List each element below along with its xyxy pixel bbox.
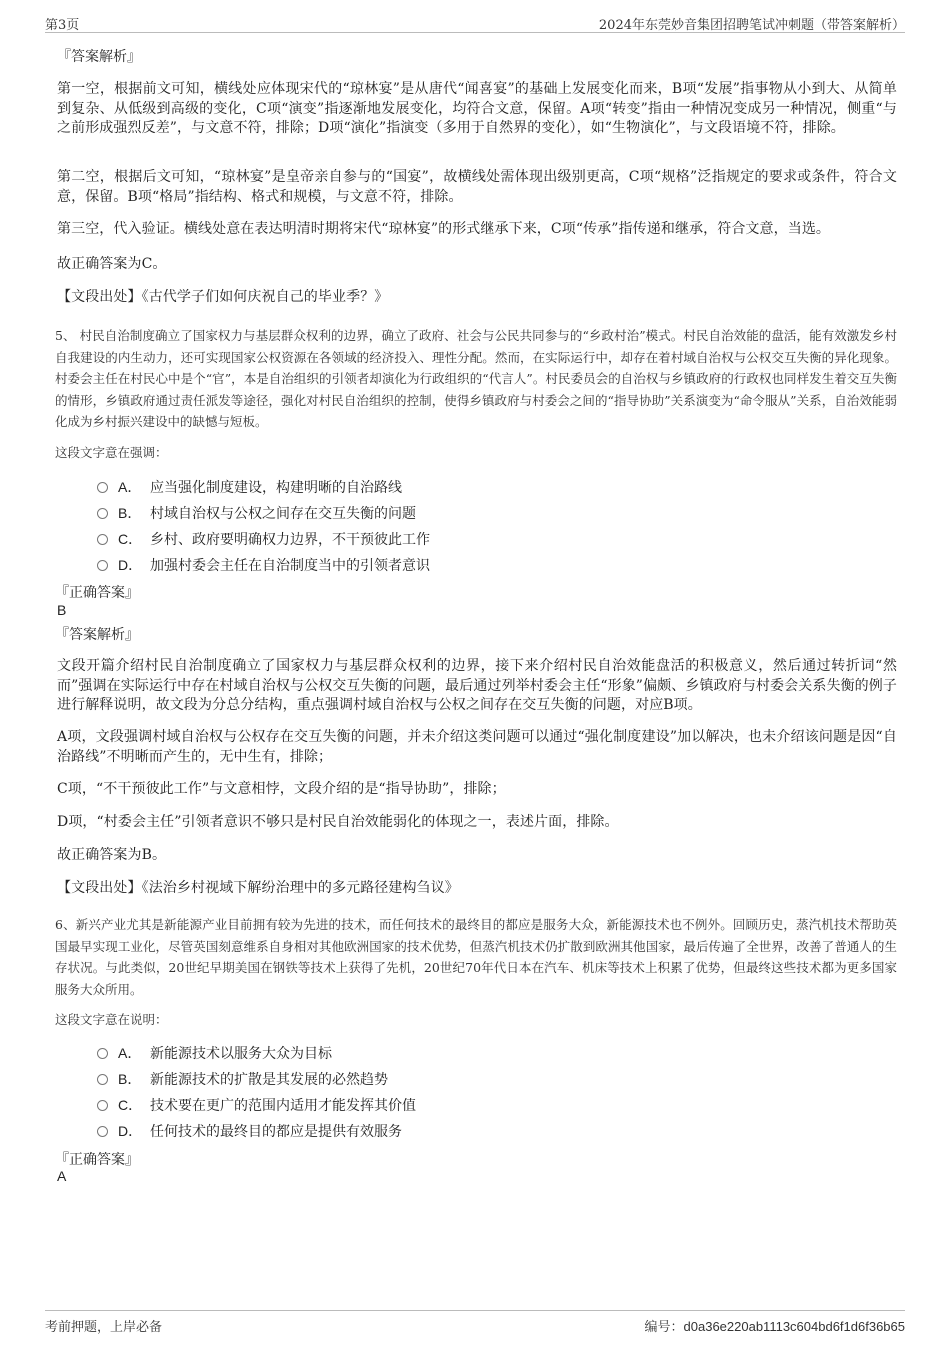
correct-answer-label: 『正确答案』 xyxy=(55,1152,139,1168)
source-citation: 【文段出处】《法治乡村视域下解纷治理中的多元路径建构刍议》 xyxy=(57,880,459,896)
option-text: 乡村、政府要明确权力边界，不干预彼此工作 xyxy=(150,532,430,548)
radio-button[interactable] xyxy=(97,1100,108,1111)
option-text: 新能源技术的扩散是其发展的必然趋势 xyxy=(150,1072,388,1088)
answer-conclusion: 故正确答案为C。 xyxy=(57,256,167,272)
source-citation: 【文段出处】《古代学子们如何庆祝自己的毕业季？》 xyxy=(57,289,389,305)
analysis-paragraph: A项，文段强调村域自治权与公权存在交互失衡的问题，并未介绍这类问题可以通过“强化制度建设”加以解决，也未介绍该问题是因“自治路线”不明晰而产生的，无中生有，排除； xyxy=(57,729,897,765)
option-letter: A． xyxy=(118,1045,142,1061)
page-number: 第3页 xyxy=(45,18,80,33)
answer-conclusion: 故正确答案为B。 xyxy=(57,847,167,863)
radio-button[interactable] xyxy=(97,534,108,545)
radio-button[interactable] xyxy=(97,1126,108,1137)
option-letter: D． xyxy=(118,1123,143,1139)
correct-answer-label: 『正确答案』 xyxy=(55,585,139,601)
option-d[interactable] xyxy=(97,1121,402,1141)
option-b[interactable] xyxy=(97,503,416,523)
analysis-paragraph: 第二空，根据后文可知，“琼林宴”是皇帝亲自参与的“国宴”，故横线处需体现出级别更高，C项“规格”泛指规定的要求或条件，符合文意，保留。B项“格局”指结构、格式和规模，与文意不符，排除。 xyxy=(57,169,897,205)
analysis-paragraph: 第三空，代入验证。横线处意在表达明清时期将宋代“琼林宴”的形式继承下来，C项“传承”指传递和继承，符合文意，当选。 xyxy=(57,221,831,237)
question-prompt: 这段文字意在强调： xyxy=(55,445,168,460)
option-text: 任何技术的最终目的都应是提供有效服务 xyxy=(150,1124,402,1140)
footer-slogan: 考前押题，上岸必备 xyxy=(45,1320,163,1335)
document-code xyxy=(645,1316,905,1335)
option-b[interactable] xyxy=(97,1069,388,1089)
option-letter: B． xyxy=(118,505,142,521)
option-letter: A． xyxy=(118,479,142,495)
radio-button[interactable] xyxy=(97,560,108,571)
analysis-paragraph: D项，“村委会主任”引领者意识不够只是村民自治效能弱化的体现之一，表述片面，排除。 xyxy=(57,814,619,830)
option-letter: B． xyxy=(118,1071,142,1087)
correct-answer: A xyxy=(57,1168,67,1184)
option-text: 技术要在更广的范围内适用才能发挥其价值 xyxy=(150,1098,416,1114)
analysis-paragraph: 文段开篇介绍村民自治制度确立了国家权力与基层群众权利的边界，接下来介绍村民自治效能盘活的积极意义，然后通过转折词“然而”强调在实际运行中存在村域自治权与公权交互失衡的问题，最后通过列举村委会主任“形象”偏颇、乡镇政府与村委会关系失衡的例子进行解释说明，故文段为分总分结构，重点强调村域自治权与公权之间存在交互失衡的问题，对应B项。 xyxy=(57,658,897,713)
radio-button[interactable] xyxy=(97,508,108,519)
option-letter: C． xyxy=(118,531,143,547)
page-footer xyxy=(45,1310,905,1335)
question-text: 5、 村民自治制度确立了国家权力与基层群众权利的边界，确立了政府、社会与公民共同参与的“乡政村治”模式。村民自治效能的盘活，能有效激发乡村自我建设的内生动力，还可实现国家公权资源在各领域的经济投入、理性分配。然而，在实际运行中，却存在着村域自治权与公权交互失衡的异化现象。村委会主任在村民心中是个“官”，本是自治组织的引领者却演化为行政组织的“代言人”。村民委员会的自治权与乡镇政府的行政权也同样发生着交互失衡的情形，乡镇政府通过责任派发等途径，强化对村民自治组织的控制，使得乡镇政府与村委会之间的“指导协助”关系演变为“命令服从”关系，自治效能弱化成为乡村振兴建设中的缺憾与短板。 xyxy=(55,328,897,429)
option-text: 新能源技术以服务大众为目标 xyxy=(150,1046,332,1062)
question-text: 6、新兴产业尤其是新能源产业目前拥有较为先进的技术，而任何技术的最终目的都应是服务大众，新能源技术也不例外。回顾历史，蒸汽机技术帮助英国最早实现工业化，尽管英国刻意维系自身相对其他欧洲国家的技术优势，但蒸汽机技术仍扩散到欧洲其他国家，最后传遍了全世界，改善了普通人的生存状况。与此类似，20世纪早期美国在钢铁等技术上获得了先机，20世纪70年代日本在汽车、机床等技术上积累了优势，但最终这些技术都为更多国家服务大众所用。 xyxy=(55,917,897,997)
code-value: d0a36e220ab1113c604bd6f1d6f36b65 xyxy=(683,1319,905,1334)
option-c[interactable] xyxy=(97,1095,416,1115)
option-letter: D． xyxy=(118,557,143,573)
correct-answer: B xyxy=(57,602,67,618)
page-header xyxy=(45,12,905,33)
analysis-label: 『答案解析』 xyxy=(57,49,141,65)
radio-button[interactable] xyxy=(97,1048,108,1059)
analysis-label: 『答案解析』 xyxy=(55,627,139,643)
option-d[interactable] xyxy=(97,555,430,575)
option-text: 加强村委会主任在自治制度当中的引领者意识 xyxy=(150,558,430,574)
option-text: 应当强化制度建设，构建明晰的自治路线 xyxy=(150,480,402,496)
option-letter: C． xyxy=(118,1097,143,1113)
option-a[interactable] xyxy=(97,477,402,497)
option-text: 村域自治权与公权之间存在交互失衡的问题 xyxy=(150,506,416,522)
option-c[interactable] xyxy=(97,529,430,549)
analysis-paragraph: C项，“不干预彼此工作”与文意相悖，文段介绍的是“指导协助”，排除； xyxy=(57,781,506,797)
radio-button[interactable] xyxy=(97,1074,108,1085)
document-title: 2024年东莞妙音集团招聘笔试冲刺题（带答案解析） xyxy=(598,18,905,33)
question-prompt: 这段文字意在说明： xyxy=(55,1012,168,1027)
option-a[interactable] xyxy=(97,1043,332,1063)
analysis-paragraph: 第一空，根据前文可知，横线处应体现宋代的“琼林宴”是从唐代“闻喜宴”的基础上发展变化而来，B项“发展”指事物从小到大、从简单到复杂、从低级到高级的变化，C项“演变”指逐渐地发展变化，均符合文意，保留。A项“转变”指由一种情况变成另一种情况，侧重“与之前形成强烈反差”，与文意不符，排除；D项“演化”指演变（多用于自然界的变化），如“生物演化”，与文段语境不符，排除。 xyxy=(57,81,897,136)
radio-button[interactable] xyxy=(97,482,108,493)
code-label: 编号： xyxy=(644,1320,684,1335)
